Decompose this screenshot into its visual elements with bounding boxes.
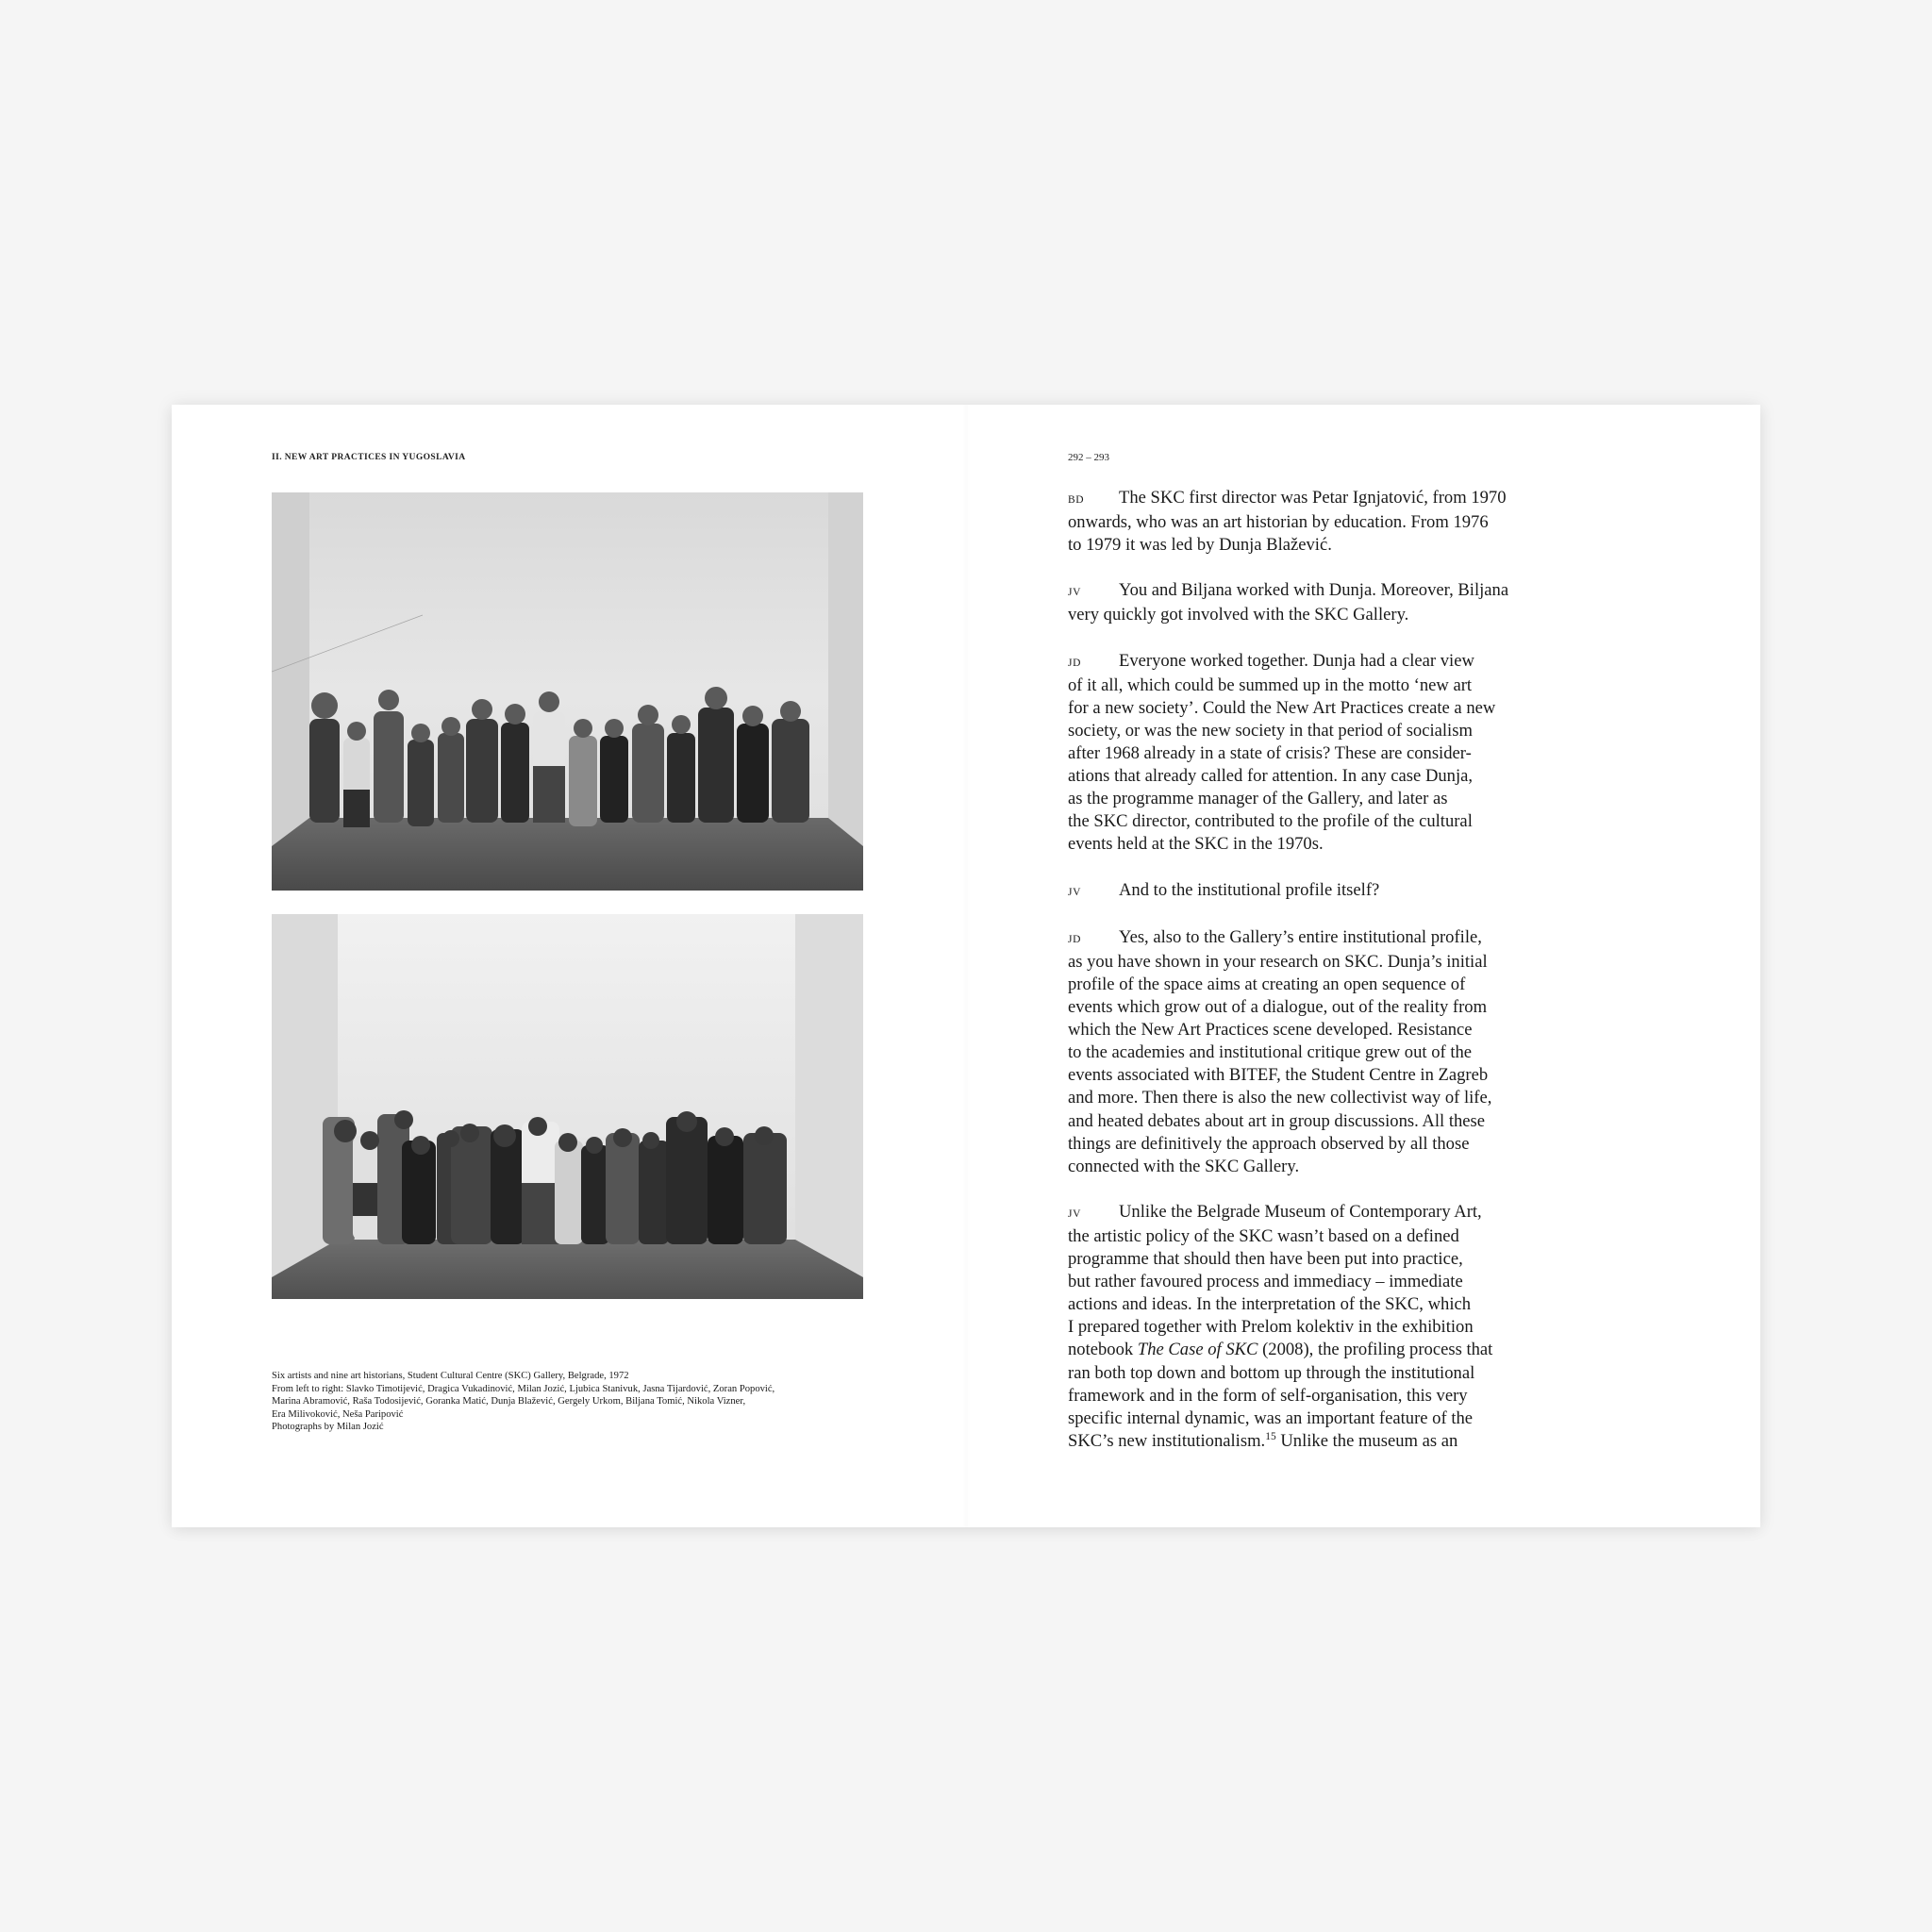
text-line: connected with the SKC Gallery. — [1068, 1156, 1300, 1176]
text-line: after 1968 already in a state of crisis? These are consider- — [1068, 743, 1472, 764]
speaker-label: BD — [1068, 494, 1085, 506]
text-line: as you have shown in your research on SKC. Dunja’s initial — [1068, 951, 1488, 972]
text-line: Everyone worked together. Dunja had a clear view — [1119, 650, 1474, 671]
text-line: but rather favoured process and immediacy – immediate — [1068, 1272, 1463, 1292]
text-line: things are definitively the approach observed by all those — [1068, 1133, 1470, 1154]
interview-paragraph-bd-1 — [1068, 487, 1540, 557]
text-line — [1068, 1339, 1540, 1361]
interview-paragraph-jv-3 — [1068, 1201, 1540, 1453]
text-line: the SKC director, contributed to the profile of the cultural — [1068, 811, 1473, 832]
text-line: specific internal dynamic, was an important feature of the — [1068, 1407, 1474, 1428]
text-fragment: notebook — [1068, 1340, 1138, 1360]
text-line: ations that already called for attention. In any case Dunja, — [1068, 766, 1474, 787]
text-line: programme that should then have been put into practice, — [1068, 1249, 1463, 1270]
text-line: Yes, also to the Gallery’s entire institutional profile, — [1119, 926, 1482, 947]
text-line: onwards, who was an art historian by education. From 1976 — [1068, 512, 1489, 533]
text-line: ran both top down and bottom up through the institutional — [1068, 1362, 1475, 1383]
text-line: for a new society’. Could the New Art Practices create a new — [1068, 697, 1496, 718]
page-numbers: 292 – 293 — [1068, 452, 1109, 463]
speaker-label: JV — [1068, 587, 1081, 599]
photo-image — [272, 492, 863, 891]
publication-title: The Case of SKC — [1137, 1340, 1258, 1360]
photo-group-facing-wall — [272, 914, 863, 1299]
text-line: of it all, which could be summed up in the motto ‘new art — [1068, 675, 1473, 695]
text-line: events associated with BITEF, the Student Centre in Zagreb — [1068, 1065, 1489, 1086]
text-fragment: Unlike the museum as an — [1275, 1430, 1458, 1451]
text-line: I prepared together with Prelom kolektiv in the exhibition — [1068, 1317, 1474, 1338]
speaker-label: JV — [1068, 1208, 1081, 1220]
text-line: the artistic policy of the SKC wasn’t based on a defined — [1068, 1226, 1459, 1246]
text-line: to the academies and institutional critique grew out of the — [1068, 1042, 1473, 1063]
interview-paragraph-jd-2 — [1068, 926, 1540, 1178]
running-head-left: II. NEW ART PRACTICES IN YUGOSLAVIA — [272, 453, 466, 462]
text-line: and more. Then there is also the new collectivist way of life, — [1068, 1088, 1492, 1108]
text-line: You and Biljana worked with Dunja. Moreover, Biljana — [1119, 580, 1509, 601]
text-line: actions and ideas. In the interpretation of the SKC, which — [1068, 1294, 1472, 1315]
text-line: profile of the space aims at creating an open sequence of — [1068, 974, 1466, 994]
text-line: The SKC first director was Petar Ignjatović, from 1970 — [1119, 488, 1507, 508]
text-line: Unlike the Belgrade Museum of Contemporary Art, — [1119, 1201, 1482, 1222]
text-fragment: SKC’s new institutionalism. — [1068, 1430, 1266, 1451]
speaker-label: JD — [1068, 657, 1081, 669]
caption-names-line-1: From left to right: Slavko Timotijević, Dragica Vukadinović, Milan Jozić, Ljubica Stanivuk, Jasna Tijardović, Zoran Popović, — [272, 1383, 775, 1394]
gutter — [962, 405, 970, 1527]
text-line: which the New Art Practices scene developed. Resistance — [1068, 1020, 1473, 1041]
photo-group-facing-camera — [272, 492, 863, 891]
caption-credit: Photographs by Milan Jozić — [272, 1422, 384, 1433]
text-line: as the programme manager of the Gallery, and later as — [1068, 789, 1448, 809]
text-line: society, or was the new society in that period of socialism — [1068, 720, 1473, 741]
text-line: very quickly got involved with the SKC Gallery. — [1068, 605, 1409, 625]
text-line: to 1979 it was led by Dunja Blažević. — [1068, 535, 1332, 556]
interview-paragraph-jd-1 — [1068, 650, 1540, 857]
photo-image — [272, 914, 863, 1299]
text-line: events held at the SKC in the 1970s. — [1068, 834, 1324, 855]
interview-paragraph-jv-1 — [1068, 579, 1540, 626]
interview-paragraph-jv-2 — [1068, 879, 1540, 904]
caption-names-line-3: Era Milivoković, Neša Paripović — [272, 1408, 404, 1420]
speaker-label: JD — [1068, 933, 1081, 945]
caption-names-line-2: Marina Abramović, Raša Todosijević, Goranka Matić, Dunja Blažević, Gergely Urkom, Biljana Tomić, Nikola Vizner, — [272, 1396, 746, 1407]
footnote-reference[interactable]: 15 — [1265, 1430, 1276, 1442]
text-fragment: (2008), the profiling process that — [1257, 1340, 1493, 1360]
interview-text — [1068, 487, 1540, 1475]
text-line: And to the institutional profile itself? — [1119, 879, 1380, 900]
text-line: framework and in the form of self-organisation, this very — [1068, 1385, 1468, 1406]
speaker-label: JV — [1068, 886, 1081, 898]
book-spread — [172, 405, 1760, 1527]
photo-caption — [272, 1370, 875, 1434]
text-line: events which grow out of a dialogue, out of the reality from — [1068, 997, 1488, 1018]
text-line: and heated debates about art in group discussions. All these — [1068, 1110, 1486, 1131]
text-line — [1068, 1430, 1540, 1453]
caption-title: Six artists and nine art historians, Student Cultural Centre (SKC) Gallery, Belgrade, 1972 — [272, 1371, 629, 1381]
